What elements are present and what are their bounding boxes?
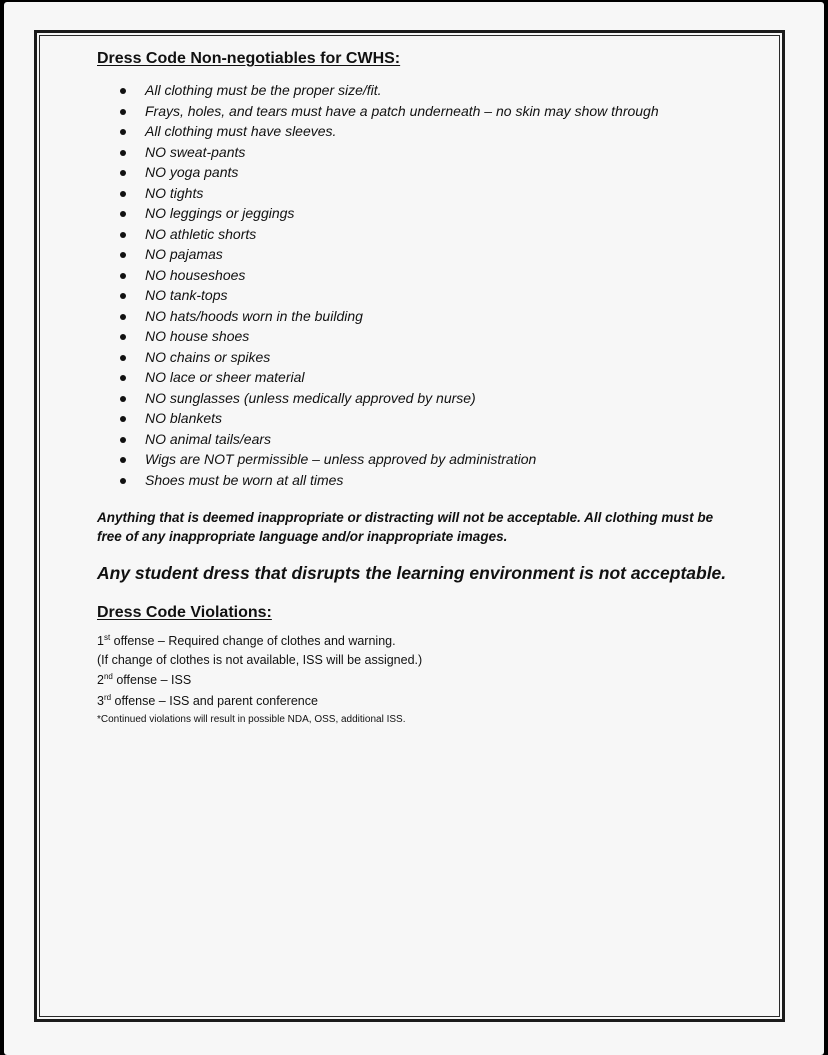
third-offense: 3rd offense – ISS and parent conference bbox=[97, 692, 318, 708]
rule-text: NO pajamas bbox=[145, 246, 223, 262]
rule-text: NO leggings or jeggings bbox=[145, 205, 295, 221]
inappropriate-note: Anything that is deemed inappropriate or distracting will not be acceptable. All clothing must be free of any inappropriate language and/or inappropriate images. bbox=[97, 510, 714, 544]
rule-text: NO hats/hoods worn in the building bbox=[145, 307, 363, 324]
rule-text: Frays, holes, and tears must have a patch underneath – no skin may show through bbox=[145, 102, 659, 119]
rule-text: Shoes must be worn at all times bbox=[145, 471, 344, 488]
bullet-icon bbox=[120, 129, 126, 135]
second-offense: 2nd offense – ISS bbox=[97, 671, 192, 687]
bullet-icon bbox=[120, 293, 126, 299]
rule-text: NO chains or spikes bbox=[145, 348, 271, 365]
dress-code-rules-list bbox=[120, 80, 659, 490]
violations-footnote: *Continued violations will result in possible NDA, OSS, additional ISS. bbox=[97, 714, 406, 725]
bullet-icon bbox=[120, 355, 126, 361]
rule-item bbox=[120, 121, 659, 142]
rule-text: NO sunglasses (unless medically approved by nurse) bbox=[145, 389, 476, 406]
bullet-icon bbox=[120, 396, 126, 402]
rule-item bbox=[120, 224, 659, 245]
violations-title: Dress Code Violations: bbox=[97, 604, 272, 621]
rule-text: NO athletic shorts bbox=[145, 225, 257, 242]
bullet-icon bbox=[120, 478, 126, 484]
bullet-icon bbox=[120, 191, 126, 197]
rule-text: NO houseshoes bbox=[145, 266, 246, 283]
bullet-icon bbox=[120, 170, 126, 176]
bullet-icon bbox=[120, 88, 126, 94]
rule-text: NO tights bbox=[145, 184, 204, 201]
learning-environment-note: Any student dress that disrupts the learning environment is not acceptable. bbox=[97, 563, 727, 583]
rule-item bbox=[120, 326, 659, 347]
bullet-icon bbox=[120, 457, 126, 463]
rule-text: NO yoga pants bbox=[145, 164, 239, 180]
bullet-icon bbox=[120, 211, 126, 217]
violations-list bbox=[97, 632, 422, 728]
first-offense: 1st offense – Required change of clothes and warning. bbox=[97, 632, 396, 648]
rule-item bbox=[120, 265, 659, 286]
rule-item bbox=[120, 183, 659, 204]
bullet-icon bbox=[120, 314, 126, 320]
bullet-icon bbox=[120, 150, 126, 156]
rule-item bbox=[120, 285, 659, 306]
bullet-icon bbox=[120, 273, 126, 279]
rule-text: Wigs are NOT permissible – unless approved by administration bbox=[145, 451, 537, 467]
first-offense-note: (If change of clothes is not available, ISS will be assigned.) bbox=[97, 653, 423, 667]
rule-text: NO house shoes bbox=[145, 328, 250, 344]
rule-item bbox=[120, 470, 659, 491]
rule-item bbox=[120, 101, 659, 122]
rule-item bbox=[120, 80, 659, 101]
rule-text: All clothing must have sleeves. bbox=[145, 123, 337, 139]
rule-item bbox=[120, 244, 659, 265]
rule-text: All clothing must be the proper size/fit. bbox=[145, 82, 382, 98]
bullet-icon bbox=[120, 334, 126, 340]
bullet-icon bbox=[120, 375, 126, 381]
rule-text: NO tank-tops bbox=[145, 287, 228, 303]
rule-item bbox=[120, 162, 659, 183]
rule-item bbox=[120, 429, 659, 450]
rule-item bbox=[120, 367, 659, 388]
rule-item bbox=[120, 347, 659, 368]
rule-text: NO blankets bbox=[145, 410, 223, 426]
rule-item bbox=[120, 408, 659, 429]
rule-text: NO animal tails/ears bbox=[145, 430, 272, 447]
bullet-icon bbox=[120, 252, 126, 258]
bullet-icon bbox=[120, 437, 126, 443]
rule-item bbox=[120, 203, 659, 224]
bullet-icon bbox=[120, 232, 126, 238]
rule-text: NO lace or sheer material bbox=[145, 369, 305, 385]
bullet-icon bbox=[120, 416, 126, 422]
rule-text: NO sweat-pants bbox=[145, 143, 246, 160]
bullet-icon bbox=[120, 109, 126, 115]
rule-item bbox=[120, 306, 659, 327]
dress-code-title: Dress Code Non-negotiables for CWHS: bbox=[97, 50, 401, 67]
rule-item bbox=[120, 388, 659, 409]
rule-item bbox=[120, 449, 659, 470]
rule-item bbox=[120, 142, 659, 163]
